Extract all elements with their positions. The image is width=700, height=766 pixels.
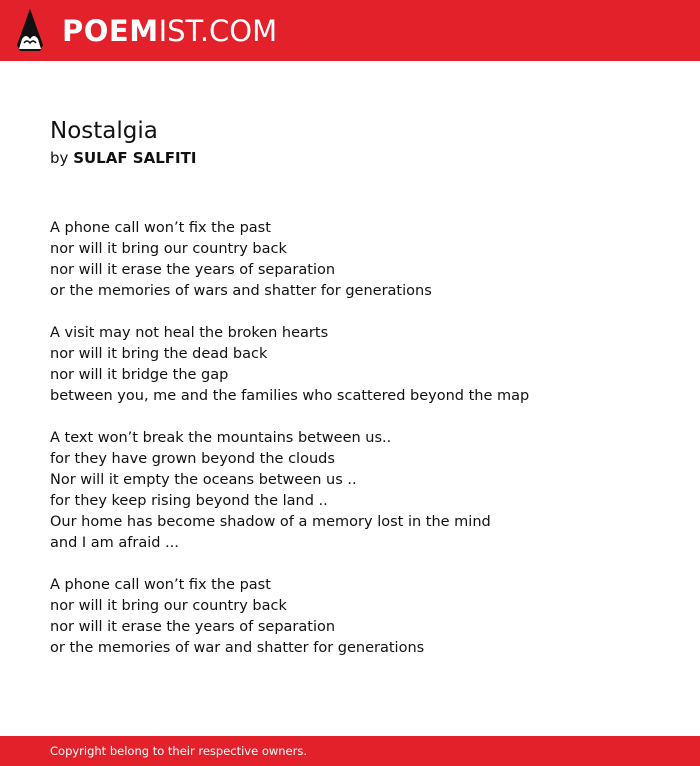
poem-body: [50, 218, 529, 680]
pencil-tip-icon[interactable]: [17, 9, 43, 51]
author-name[interactable]: SULAF SALFITI: [73, 149, 197, 167]
poem-line: or the memories of wars and shatter for generations: [50, 283, 432, 299]
poem-title: Nostalgia: [50, 118, 158, 144]
poem-line: nor will it bring the dead back: [50, 346, 268, 362]
poem-line: and I am afraid ...: [50, 535, 179, 551]
poem-line: for they keep rising beyond the land ..: [50, 493, 328, 509]
poem-line: nor will it bring our country back: [50, 241, 287, 257]
poem-line: between you, me and the families who scattered beyond the map: [50, 388, 530, 404]
site-footer: [0, 736, 700, 766]
poem-line: A visit may not heal the broken hearts: [50, 325, 329, 341]
stanza: [50, 575, 529, 659]
site-logo[interactable]: [62, 12, 277, 50]
stanza: [50, 323, 529, 407]
copyright-notice: Copyright belong to their respective owners.: [50, 744, 308, 758]
poem-line: Nor will it empty the oceans between us ..: [50, 472, 357, 488]
poem-line: nor will it bring our country back: [50, 598, 287, 614]
site-header: [0, 0, 700, 61]
poem-heading: [50, 116, 196, 169]
stanza: [50, 218, 529, 302]
poem-line: for they have grown beyond the clouds: [50, 451, 335, 467]
poem-line: or the memories of war and shatter for generations: [50, 640, 425, 656]
poem-line: Our home has become shadow of a memory lost in the mind: [50, 514, 491, 530]
poem-line: nor will it erase the years of separation: [50, 619, 336, 635]
poem-line: nor will it bridge the gap: [50, 367, 229, 383]
poem-line: nor will it erase the years of separation: [50, 262, 336, 278]
poem-line: A phone call won’t fix the past: [50, 220, 271, 236]
stanza: [50, 428, 529, 554]
poem-line: A text won’t break the mountains between us..: [50, 430, 392, 446]
poem-line: A phone call won’t fix the past: [50, 577, 271, 593]
logo-brand-light: IST.COM: [158, 14, 278, 48]
byline: [50, 147, 196, 169]
byline-prefix: by: [50, 149, 69, 167]
logo-brand-bold: POEM: [62, 14, 159, 48]
